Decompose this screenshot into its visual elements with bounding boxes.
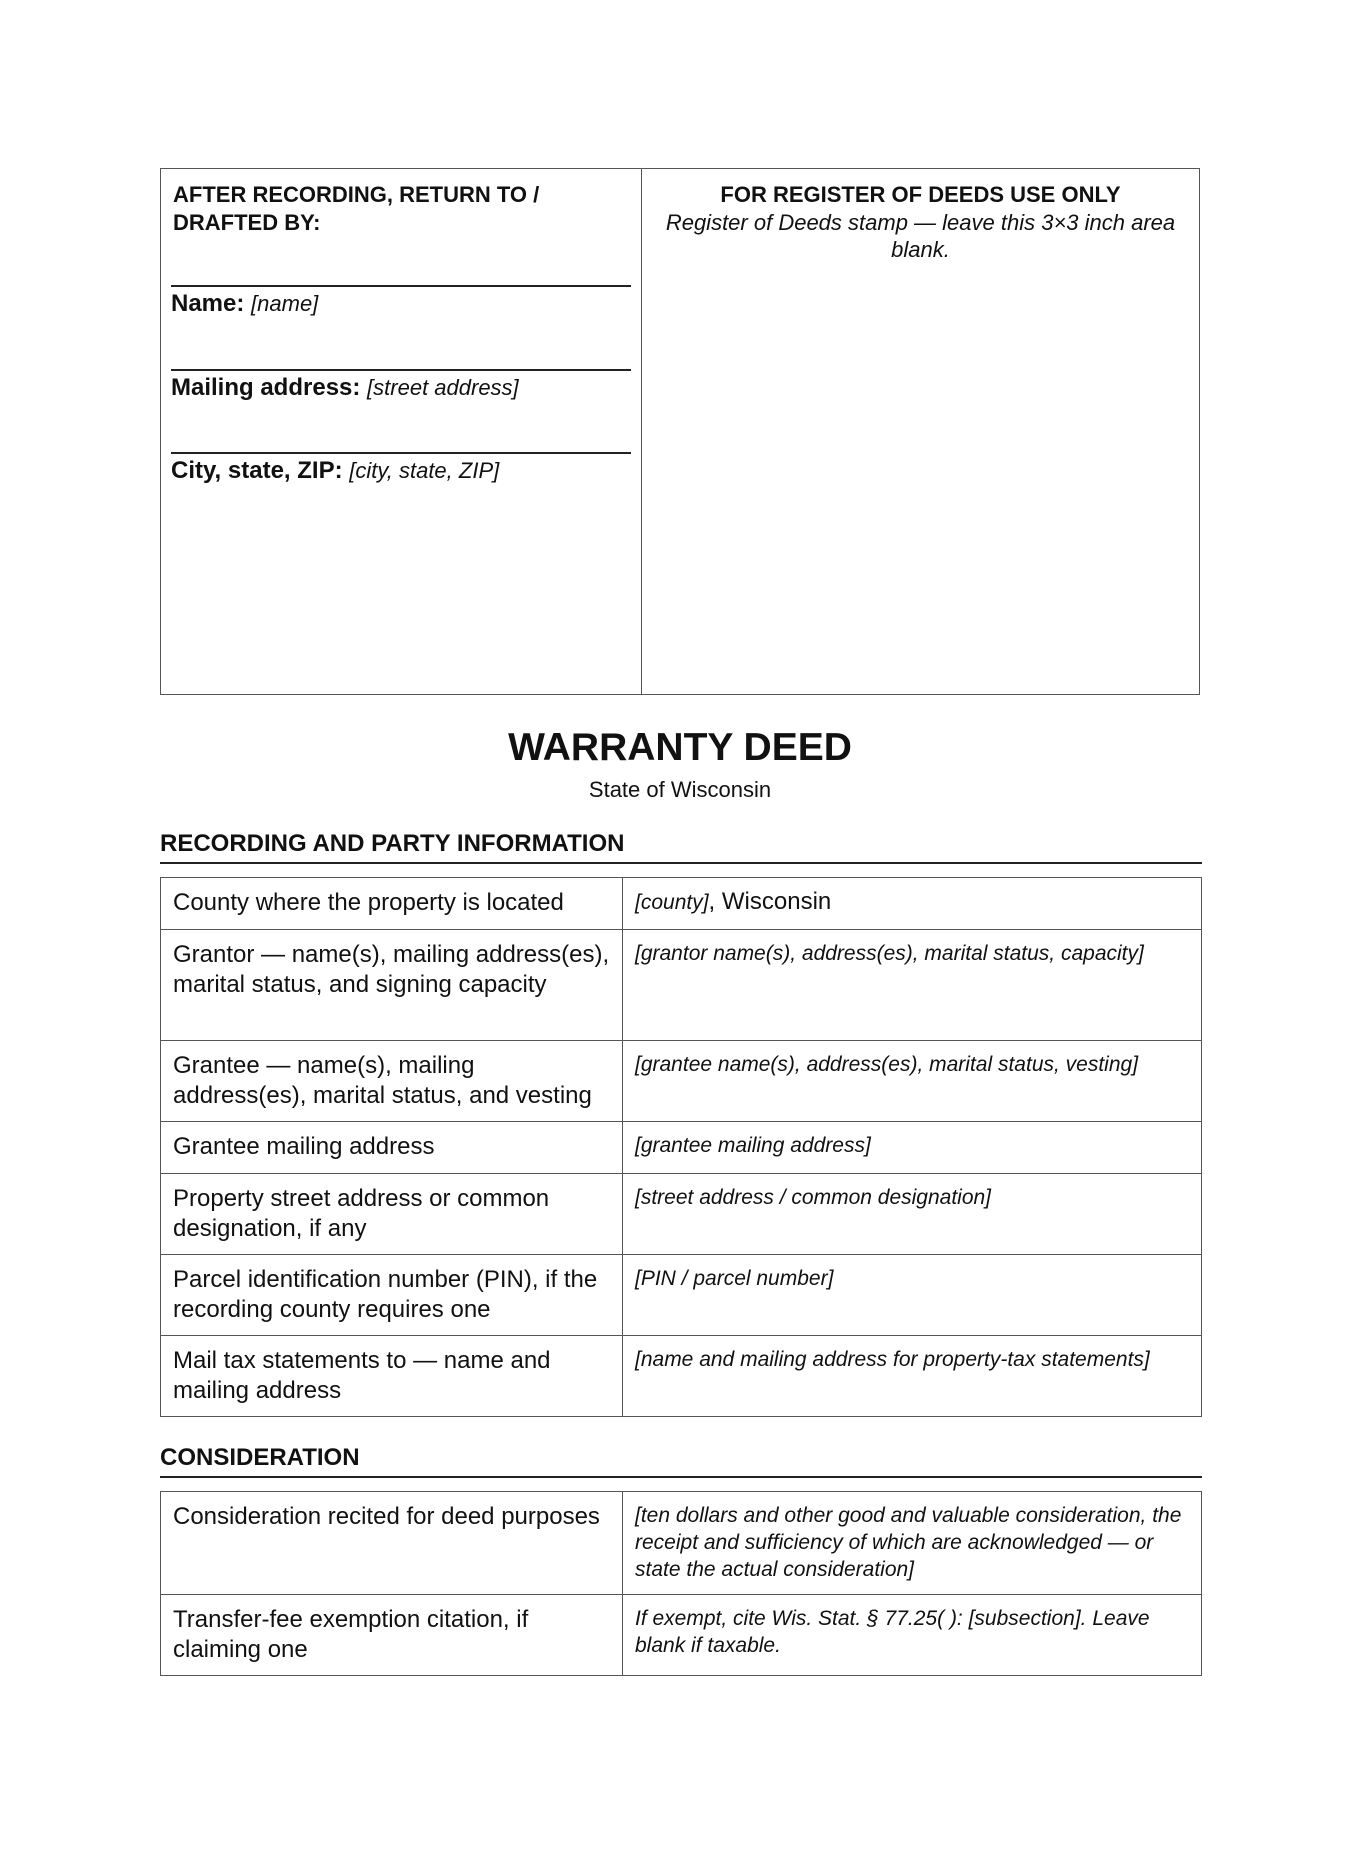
row-value: [grantor name(s), address(es), marital status, capacity] [623,930,1202,1041]
table-row [161,1492,1202,1595]
table-row [161,1041,1202,1122]
register-use-heading: FOR REGISTER OF DEEDS USE ONLY [720,182,1121,207]
row-value: [name and mailing address for property-tax statements] [623,1336,1202,1417]
table-row [161,878,1202,930]
table-row [161,1122,1202,1174]
section-heading-recording: RECORDING AND PARTY INFORMATION [160,830,1202,864]
row-value: [grantee name(s), address(es), marital status, vesting] [623,1041,1202,1122]
row-label: Property street address or common designation, if any [161,1174,623,1255]
name-field-value: [name] [251,291,319,316]
consideration-table [160,1491,1202,1676]
document-subtitle: State of Wisconsin [588,777,772,802]
name-field [171,285,631,318]
county-state-suffix: , Wisconsin [708,888,832,915]
mailing-address-field [171,369,631,402]
row-label: Consideration recited for deed purposes [161,1492,623,1595]
row-value [623,878,1202,930]
row-label: Mail tax statements to — name and mailing address [161,1336,623,1417]
city-state-zip-value: [city, state, ZIP] [349,458,500,483]
city-state-zip-label: City, state, ZIP: [171,457,343,484]
row-value: If exempt, cite Wis. Stat. § 77.25( ): [subsection]. Leave blank if taxable. [623,1595,1202,1676]
table-row [161,1336,1202,1417]
mailing-address-value: [street address] [367,375,519,400]
county-placeholder: [county] [635,891,709,914]
register-of-deeds-panel [642,169,1199,694]
document-title: WARRANTY DEED [508,726,852,769]
row-label: Transfer-fee exemption citation, if claiming one [161,1595,623,1676]
row-value: [PIN / parcel number] [623,1255,1202,1336]
return-to-heading: AFTER RECORDING, RETURN TO / DRAFTED BY: [173,182,540,235]
row-value: [ten dollars and other good and valuable consideration, the receipt and sufficiency of which are acknowledged — or state the actual consideration] [623,1492,1202,1595]
row-label: Grantee mailing address [161,1122,623,1174]
recording-header-box [160,168,1200,695]
table-row [161,1595,1202,1676]
section-heading-consideration: CONSIDERATION [160,1444,1202,1478]
table-row [161,1174,1202,1255]
recording-info-table [160,877,1202,1417]
row-label: Grantee — name(s), mailing address(es), marital status, and vesting [161,1041,623,1122]
table-row [161,1255,1202,1336]
row-value: [grantee mailing address] [623,1122,1202,1174]
row-value: [street address / common designation] [623,1174,1202,1255]
row-label: Parcel identification number (PIN), if the recording county requires one [161,1255,623,1336]
row-label: Grantor — name(s), mailing address(es), marital status, and signing capacity [161,930,623,1041]
return-to-panel [161,169,642,694]
row-label: County where the property is located [161,878,623,930]
register-stamp-note: Register of Deeds stamp — leave this 3×3 inch area blank. [665,210,1176,262]
mailing-address-label: Mailing address: [171,374,361,401]
table-row [161,930,1202,1041]
city-state-zip-field [171,452,631,485]
name-field-label: Name: [171,290,245,317]
